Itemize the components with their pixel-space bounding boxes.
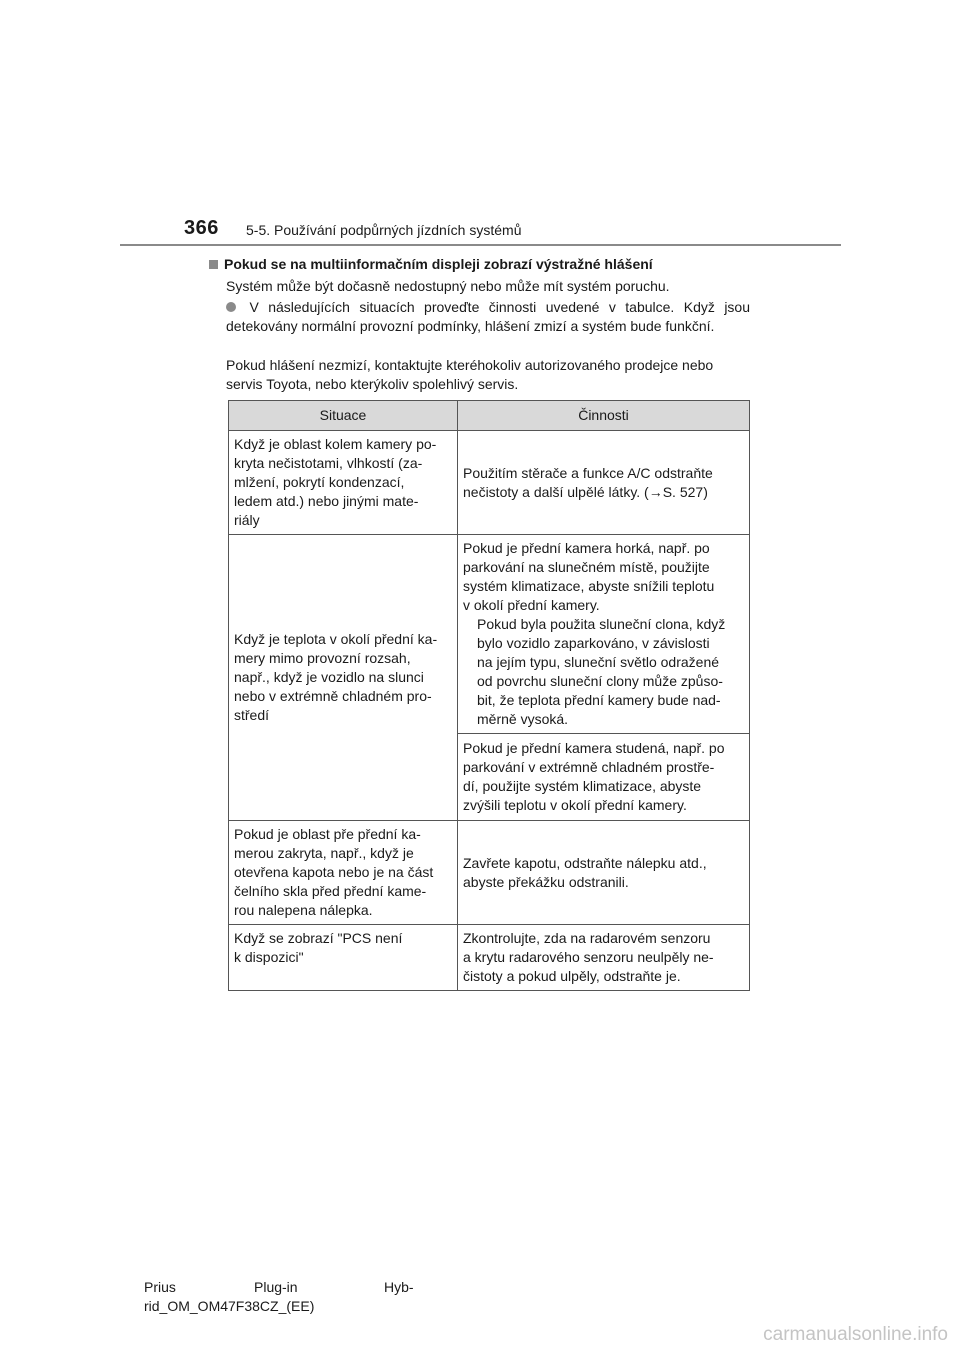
situations-table [228,400,750,991]
action-text: Pokud je přední kamera horká, např. po parkování na slunečném místě, použijte systém klimatizace, abyste snížili teplotu v okolí přední kamery. [463,540,715,613]
table-row [229,821,750,925]
header-divider [120,244,841,246]
situation-cell: Když je teplota v okolí přední ka- mery mimo provozní rozsah, např., když je vozidlo na slunci nebo v extrémně chladném pro- středí [229,535,458,821]
footer-variant: Plug-in [254,1279,298,1295]
footer-hyb: Hyb- [384,1279,414,1295]
table-row [229,925,750,991]
watermark: carmanualsonline.info [763,1324,948,1345]
circle-bullet-icon [226,302,236,312]
table-row [229,431,750,535]
column-header-situation: Situace [229,401,458,431]
situation-cell: Pokud je oblast pře přední ka- merou zakryta, např., když je otevřena kapota nebo je na část čelního skla před přední kame- rou nalepena nálepka. [229,821,458,925]
footer-line-2: rid_OM_OM47F38CZ_(EE) [144,1298,315,1314]
action-cell: Zavřete kapotu, odstraňte nálepku atd., abyste překážku odstranili. [458,821,750,925]
action-cell: Použitím stěrače a funkce A/C odstraňte nečistoty a další ulpělé látky. (→S. 527) [458,431,750,535]
outro-paragraph: Pokud hlášení nezmizí, kontaktujte kteréhokoliv autorizovaného prodejce nebo servis Toyota, nebo kterýkoliv spolehlivý servis. [226,357,714,392]
section-heading [209,256,653,272]
intro-paragraph: Systém může být dočasně nedostupný nebo může mít systém poruchu. [226,278,670,294]
action-cell: Pokud je přední kamera studená, např. po parkování v extrémně chladném prostře- dí, použijte systém klimatizace, abyste zvýšili teplotu v okolí přední kamery. [458,734,750,821]
action-cell [458,535,750,734]
column-header-actions: Činnosti [458,401,750,431]
bullet-item [226,298,750,336]
action-cell: Zkontrolujte, zda na radarovém senzoru a krytu radarového senzoru neulpěly ne- čistoty a pokud ulpěly, odstraňte je. [458,925,750,991]
table-header-row [229,401,750,431]
footer-model: Prius [144,1279,176,1295]
situation-cell: Když je oblast kolem kamery po- kryta nečistotami, vlhkostí (za- mlžení, pokrytí kondenzací, ledem atd.) nebo jinými mate- riály [229,431,458,535]
section-title: 5-5. Používání podpůrných jízdních systémů [246,222,522,238]
square-bullet-icon [209,260,218,269]
footer-line-1 [144,1278,414,1297]
bullet-text [226,298,750,336]
bullet-body: V následujících situacích proveďte činnosti uvedené v tabulce. Když jsou detekovány normální provozní podmínky, hlášení zmizí a systém bude funkční. [226,299,750,334]
situation-cell: Když se zobrazí "PCS není k dispozici" [229,925,458,991]
table-row [229,535,750,734]
heading-text: Pokud se na multiinformačním displeji zobrazí výstražné hlášení [224,256,653,272]
action-note: Pokud byla použita sluneční clona, když bylo vozidlo zaparkováno, v závislosti na jejím typu, sluneční světlo odražené od povrchu sluneční clony může způso- bit, že teplota přední kamery bude nad- měrně vysoká. [477,616,726,727]
footer [144,1278,414,1316]
page-number: 366 [184,217,219,239]
